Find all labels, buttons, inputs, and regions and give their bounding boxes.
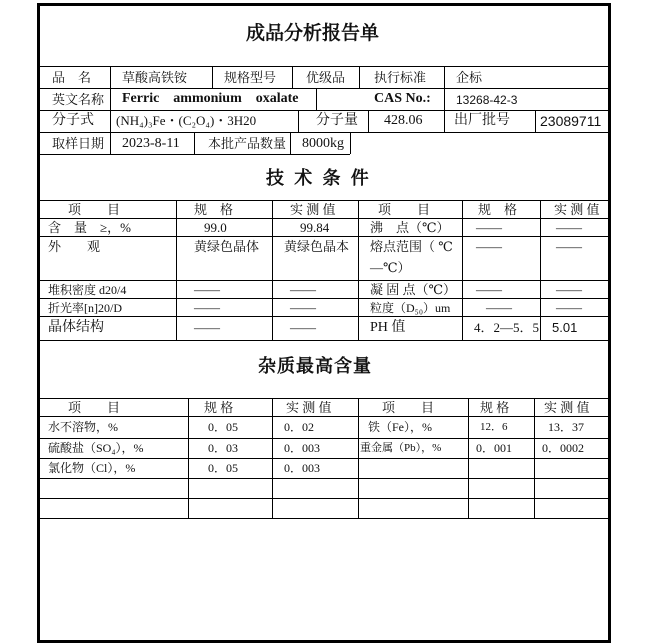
impurity-header-spec2: 规 格 — [480, 400, 510, 415]
tech-item: 外 观 — [48, 239, 101, 254]
tech-spec: —— — [194, 300, 220, 315]
impurity-spec2: 12．6 — [480, 421, 508, 433]
tech-value2: —— — [556, 300, 582, 315]
impurity-item2: 重金属（Pb），% — [360, 442, 442, 454]
tech-value: —— — [290, 320, 316, 335]
report-title: 成品分析报告单 — [246, 22, 380, 44]
tech-spec2: —— — [486, 300, 512, 315]
batch-qty-label: 本批产品数量 — [208, 136, 287, 151]
impurity-value2: 13．37 — [548, 420, 585, 434]
tech-heading: 技 术 条 件 — [266, 168, 371, 189]
english-name: Ferric ammonium oxalate — [122, 91, 299, 106]
tech-spec: 黄绿色晶体 — [194, 239, 260, 254]
tech-spec2: —— — [476, 239, 502, 254]
tech-spec2: —— — [476, 282, 502, 297]
impurity-header-value: 实 测 值 — [286, 400, 332, 415]
tech-value: 99.84 — [300, 220, 330, 235]
impurity-header-item: 项 目 — [68, 400, 121, 415]
tech-spec2: 4．2—5．5 — [474, 320, 540, 335]
tech-header-value: 实 测 值 — [290, 202, 336, 217]
tech-spec2: —— — [476, 220, 502, 235]
tech-item: 折光率[n]20/D — [48, 301, 122, 315]
tech-header-spec2: 规 格 — [478, 202, 518, 217]
impurity-spec: 0．05 — [208, 420, 239, 434]
impurity-value2: 0．0002 — [542, 441, 585, 455]
impurity-spec: 0．03 — [208, 441, 239, 455]
impurity-value: 0．003 — [284, 441, 321, 455]
tech-spec: —— — [194, 320, 220, 335]
standard: 企标 — [456, 70, 483, 85]
tech-item2: 凝 固 点（℃） — [370, 282, 457, 297]
formula-label: 分子式 — [52, 113, 94, 128]
standard-label: 执行标准 — [374, 70, 427, 85]
sample-date: 2023-8-11 — [122, 136, 180, 151]
batch-number: 23089711 — [540, 113, 602, 129]
tech-item2: 熔点范围（ ℃ — [370, 239, 453, 254]
tech-item: 晶体结构 — [48, 320, 104, 335]
tech-value: 黄绿色晶本 — [284, 239, 350, 254]
product-name: 草酸高铁铵 — [122, 70, 188, 85]
product-name-label: 品 名 — [52, 70, 92, 85]
impurity-header-spec: 规 格 — [204, 400, 234, 415]
grade: 优级品 — [306, 70, 346, 85]
tech-header-value2: 实 测 值 — [554, 202, 600, 217]
batch-qty: 8000kg — [302, 136, 344, 151]
formula: (NH₄)₃Fe・(C₂O₄)・3H20 — [116, 113, 257, 128]
mw-label: 分子量 — [316, 113, 358, 128]
tech-item: 含 量 ≥，% — [48, 220, 131, 235]
tech-value2: 5.01 — [552, 320, 578, 335]
tech-item2: 粒度（D₅₀）um — [370, 301, 451, 315]
model-label: 规格型号 — [224, 70, 277, 85]
tech-item2-cont: —℃） — [370, 260, 411, 275]
impurity-item: 氯化物（Cl），% — [48, 461, 136, 475]
tech-header-item: 项 目 — [68, 202, 121, 217]
tech-value: —— — [290, 282, 316, 297]
tech-item2: PH 值 — [370, 320, 406, 335]
impurity-spec: 0．05 — [208, 461, 239, 475]
cas-number: 13268-42-3 — [456, 93, 518, 107]
mw-value: 428.06 — [384, 113, 423, 128]
impurity-value: 0．02 — [284, 420, 315, 434]
report-sheet — [37, 3, 611, 643]
impurity-item: 水不溶物，% — [48, 420, 118, 434]
impurity-header-value2: 实 测 值 — [544, 400, 590, 415]
impurity-item: 硫酸盐（SO₄），% — [48, 441, 144, 455]
tech-item: 堆积密度 d20/4 — [48, 283, 127, 297]
english-name-label: 英文名称 — [52, 92, 105, 107]
impurity-heading: 杂质最高含量 — [258, 356, 372, 377]
impurity-header-item2: 项 目 — [382, 400, 435, 415]
tech-spec: 99.0 — [204, 220, 227, 235]
tech-item2: 沸 点（℃） — [370, 220, 450, 235]
impurity-item2: 铁（Fe），% — [368, 420, 432, 434]
impurity-spec2: 0．001 — [476, 441, 513, 455]
tech-value: —— — [290, 300, 316, 315]
tech-header-item2: 项 目 — [378, 202, 431, 217]
tech-value2: —— — [556, 239, 582, 254]
tech-header-spec: 规 格 — [194, 202, 234, 217]
sample-date-label: 取样日期 — [52, 136, 105, 151]
tech-spec: —— — [194, 282, 220, 297]
impurity-value: 0．003 — [284, 461, 321, 475]
cas-label: CAS No.: — [374, 91, 431, 106]
batch-label: 出厂批号 — [454, 113, 510, 128]
tech-value2: —— — [556, 220, 582, 235]
tech-value2: —— — [556, 282, 582, 297]
